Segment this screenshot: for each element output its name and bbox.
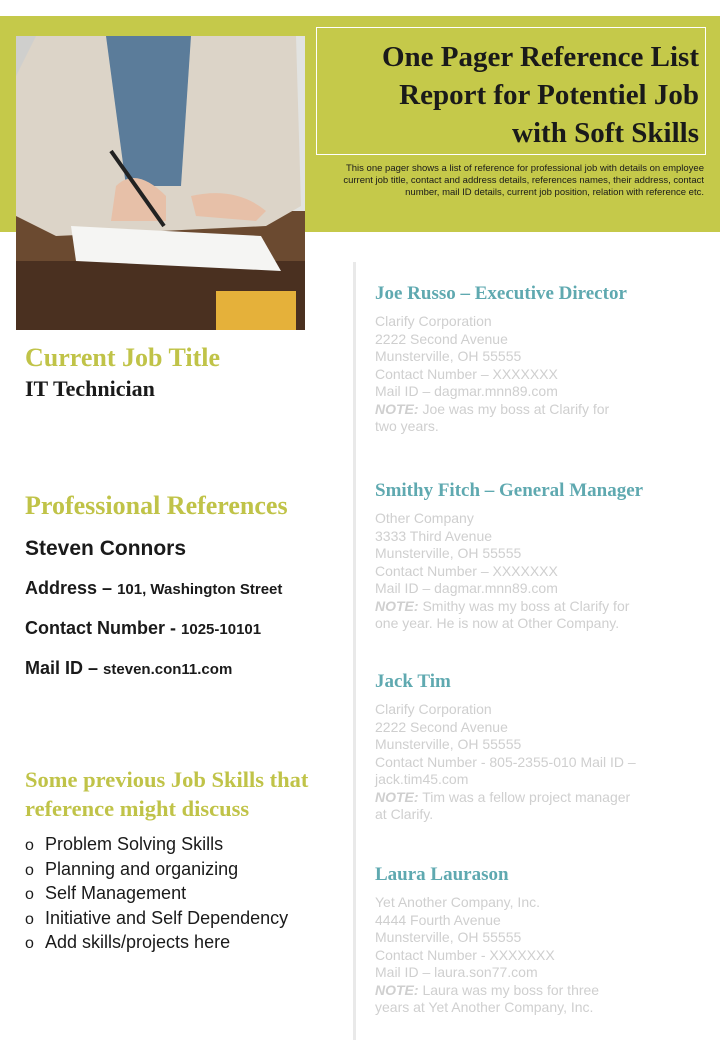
reference-card-body: Other Company 3333 Third Avenue Munsterville, OH 55555 Contact Number – XXXXXXX Mail ID – dagmar.mnn89.com NOTE: Smithy was my boss at Clarify for one year. He is now at Other Company.	[375, 510, 695, 633]
list-item: o Problem Solving Skills	[25, 833, 288, 858]
address-line	[25, 578, 282, 599]
skills-heading-line-1: Some previous Job Skills that	[25, 767, 309, 792]
list-item: o Initiative and Self Dependency	[25, 907, 288, 932]
reference-note: NOTE: Smithy was my boss at Clarify for	[375, 597, 630, 614]
mail-line	[25, 658, 232, 679]
bullet-icon: o	[25, 837, 34, 854]
reference-card-body: Clarify Corporation 2222 Second Avenue Munsterville, OH 55555 Contact Number – XXXXXXX Mail ID – dagmar.mnn89.com NOTE: Joe was my boss at Clarify for two years.	[375, 313, 695, 436]
page-description: This one pager shows a list of reference for professional job with details on employee current job title, contact and address details, references names, their address, contact number, mail ID details, current job position, relation with reference etc.	[343, 163, 704, 198]
professional-references-label: Professional References	[25, 491, 288, 520]
title-line-2: Report for Potentiel Job	[399, 79, 699, 111]
reference-card-body: Yet Another Company, Inc. 4444 Fourth Avenue Munsterville, OH 55555 Contact Number - XXXXXXX Mail ID – laura.son77.com NOTE: Laura was my boss for three years at Yet Another Company, Inc.	[375, 894, 695, 1017]
reference-name: Steven Connors	[25, 537, 187, 560]
reference-card	[375, 671, 695, 824]
address-label: Address –	[25, 578, 113, 598]
skills-heading	[25, 765, 360, 823]
page-title	[316, 27, 706, 155]
title-line-3: with Soft Skills	[512, 117, 699, 149]
skills-heading-line-2: reference might discuss	[25, 796, 250, 821]
bullet-icon: o	[25, 861, 34, 879]
reference-card-body: Clarify Corporation 2222 Second Avenue Munsterville, OH 55555 Contact Number - 805-2355-010 Mail ID – jack.tim45.com NOTE: Tim was a fellow project manager at Clarify.	[375, 701, 695, 824]
reference-card-name: Jack Tim	[375, 671, 451, 692]
contact-label: Contact Number -	[25, 618, 177, 638]
reference-card-name: Laura Laurason	[375, 864, 509, 885]
mail-value: steven.con11.com	[103, 661, 233, 678]
reference-card-name: Smithy Fitch – General Manager	[375, 480, 644, 501]
reference-card	[375, 480, 695, 633]
column-divider	[353, 262, 356, 1040]
bullet-icon: o	[25, 935, 34, 952]
reference-note: NOTE: Laura was my boss for three	[375, 981, 600, 998]
contact-line	[25, 618, 261, 639]
reference-card	[375, 283, 695, 436]
bullet-icon: o	[25, 886, 34, 903]
reference-card	[375, 864, 695, 1017]
current-job-value: IT Technician	[25, 376, 155, 401]
list-item: o Self Management	[25, 882, 288, 907]
current-job-label: Current Job Title	[25, 343, 221, 372]
list-item: o Add skills/projects here	[25, 931, 288, 956]
contact-value: 1025-10101	[181, 621, 262, 638]
address-value: 101, Washington Street	[117, 581, 283, 598]
reference-note: NOTE: Tim was a fellow project manager	[375, 788, 631, 805]
bullet-icon: o	[25, 910, 34, 928]
title-line-1: One Pager Reference List	[381, 41, 699, 73]
reference-note: NOTE: Joe was my boss at Clarify for	[375, 400, 610, 417]
list-item: o Planning and organizing	[25, 858, 288, 883]
mail-label: Mail ID –	[25, 658, 99, 678]
reference-card-name: Joe Russo – Executive Director	[375, 283, 627, 304]
writing-document-photo	[16, 36, 305, 330]
skills-list	[25, 833, 288, 956]
